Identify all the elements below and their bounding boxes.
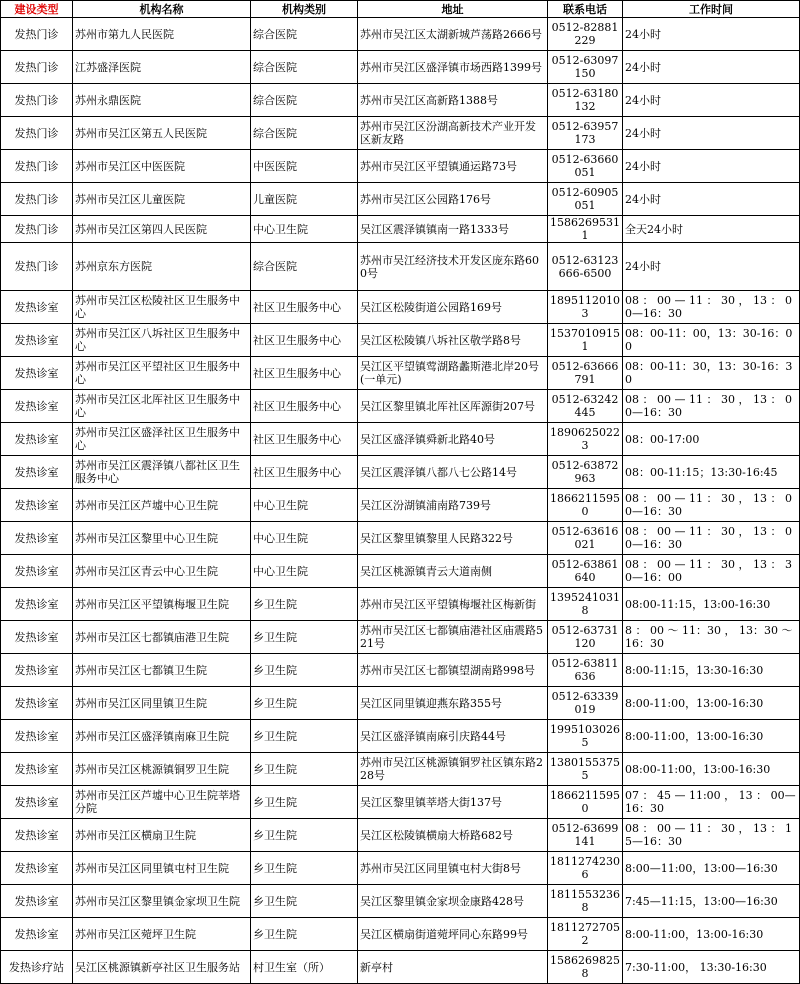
cell-hours: 8:00-11:00，13:00-16:30 xyxy=(623,687,800,720)
cell-hours: 全天24小时 xyxy=(623,216,800,243)
cell-category: 综合医院 xyxy=(251,18,358,51)
cell-type: 发热门诊 xyxy=(1,216,73,243)
cell-address: 苏州市吴江经济技术开发区庞东路600号 xyxy=(358,243,548,291)
cell-phone: 0512-63180132 xyxy=(548,84,623,117)
cell-hours: 07 ： 45 — 11:00 ， 13 ： 00—16：30 xyxy=(623,786,800,819)
cell-category: 乡卫生院 xyxy=(251,786,358,819)
cell-category: 中心卫生院 xyxy=(251,522,358,555)
cell-type: 发热诊室 xyxy=(1,489,73,522)
col-header-phone: 联系电话 xyxy=(548,1,623,18)
header-row xyxy=(1,1,800,18)
cell-type: 发热诊室 xyxy=(1,588,73,621)
cell-address: 吴江区震泽镇镇南一路1333号 xyxy=(358,216,548,243)
cell-address: 吴江区黎里镇莘塔大街137号 xyxy=(358,786,548,819)
cell-address: 吴江区黎里镇金家坝金康路428号 xyxy=(358,885,548,918)
cell-name: 苏州市吴江区中医医院 xyxy=(73,150,251,183)
cell-address: 新亭村 xyxy=(358,951,548,984)
cell-phone: 0512-63699141 xyxy=(548,819,623,852)
cell-type: 发热诊室 xyxy=(1,555,73,588)
table-row xyxy=(1,720,800,753)
table-row xyxy=(1,456,800,489)
cell-hours: 08 ： 00 — 11 ： 30 ， 13 ： 00—16：30 xyxy=(623,522,800,555)
cell-phone: 13952410318 xyxy=(548,588,623,621)
cell-name: 苏州市吴江区芦墟中心卫生院莘塔分院 xyxy=(73,786,251,819)
table-row xyxy=(1,18,800,51)
cell-address: 吴江区桃源镇青云大道南侧 xyxy=(358,555,548,588)
cell-address: 苏州市吴江区七都镇庙港社区庙震路521号 xyxy=(358,621,548,654)
table-row xyxy=(1,522,800,555)
cell-address: 吴江区汾湖镇浦南路739号 xyxy=(358,489,548,522)
cell-name: 苏州市吴江区桃源镇铜罗卫生院 xyxy=(73,753,251,786)
cell-address: 吴江区震泽镇八都八七公路14号 xyxy=(358,456,548,489)
cell-type: 发热诊室 xyxy=(1,390,73,423)
cell-hours: 08：00-17:00 xyxy=(623,423,800,456)
cell-hours: 24小时 xyxy=(623,183,800,216)
cell-type: 发热门诊 xyxy=(1,150,73,183)
table-row xyxy=(1,918,800,951)
cell-hours: 8:00-11:00，13:00-16:30 xyxy=(623,720,800,753)
cell-type: 发热诊室 xyxy=(1,291,73,324)
cell-name: 苏州市第九人民医院 xyxy=(73,18,251,51)
cell-name: 苏州市吴江区横扇卫生院 xyxy=(73,819,251,852)
cell-hours: 08:00-11:15，13:00-16:30 xyxy=(623,588,800,621)
cell-name: 苏州市吴江区黎里中心卫生院 xyxy=(73,522,251,555)
cell-category: 乡卫生院 xyxy=(251,753,358,786)
cell-address: 吴江区盛泽镇舜新北路40号 xyxy=(358,423,548,456)
cell-type: 发热门诊 xyxy=(1,243,73,291)
cell-name: 苏州市吴江区黎里镇金家坝卫生院 xyxy=(73,885,251,918)
cell-address: 吴江区横扇街道菀坪同心东路99号 xyxy=(358,918,548,951)
cell-hours: 24小时 xyxy=(623,84,800,117)
cell-phone: 0512-63731120 xyxy=(548,621,623,654)
table-row xyxy=(1,885,800,918)
table-row xyxy=(1,390,800,423)
table-row xyxy=(1,852,800,885)
cell-address: 苏州市吴江区高新路1388号 xyxy=(358,84,548,117)
cell-name: 苏州市吴江区同里镇屯村卫生院 xyxy=(73,852,251,885)
cell-type: 发热诊室 xyxy=(1,456,73,489)
cell-phone: 0512-63666791 xyxy=(548,357,623,390)
cell-phone: 0512-63811636 xyxy=(548,654,623,687)
cell-category: 综合医院 xyxy=(251,84,358,117)
cell-hours: 7:30-11:00， 13:30-16:30 xyxy=(623,951,800,984)
table-row xyxy=(1,588,800,621)
cell-type: 发热诊室 xyxy=(1,621,73,654)
cell-name: 苏州市吴江区震泽镇八都社区卫生服务中心 xyxy=(73,456,251,489)
table-row xyxy=(1,357,800,390)
cell-category: 乡卫生院 xyxy=(251,918,358,951)
table-row xyxy=(1,951,800,984)
cell-hours: 7:45—11:15，13:00—16:30 xyxy=(623,885,800,918)
cell-hours: 24小时 xyxy=(623,150,800,183)
cell-hours: 8:00-11:15，13:30-16:30 xyxy=(623,654,800,687)
cell-address: 吴江区平望镇莺湖路蠡斯港北岸20号(一单元) xyxy=(358,357,548,390)
cell-hours: 08：00-11:15；13:30-16:45 xyxy=(623,456,800,489)
cell-category: 中心卫生院 xyxy=(251,216,358,243)
cell-phone: 19951030265 xyxy=(548,720,623,753)
cell-hours: 08 ： 00 — 11 ： 30 ， 13 ： 30—16：00 xyxy=(623,555,800,588)
table-row xyxy=(1,786,800,819)
table-row xyxy=(1,84,800,117)
cell-category: 中心卫生院 xyxy=(251,555,358,588)
cell-hours: 08 ： 00 — 11 ： 30 ， 13 ： 00—16：30 xyxy=(623,390,800,423)
cell-phone: 0512-63660051 xyxy=(548,150,623,183)
table-body xyxy=(1,18,800,984)
cell-category: 乡卫生院 xyxy=(251,852,358,885)
cell-name: 苏州市吴江区七都镇庙港卫生院 xyxy=(73,621,251,654)
cell-name: 江苏盛泽医院 xyxy=(73,51,251,84)
cell-category: 乡卫生院 xyxy=(251,588,358,621)
cell-name: 苏州市吴江区平望镇梅堰卫生院 xyxy=(73,588,251,621)
cell-address: 吴江区松陵镇八坼社区敬学路8号 xyxy=(358,324,548,357)
cell-phone: 0512-63123666-6500 xyxy=(548,243,623,291)
cell-type: 发热诊疗站 xyxy=(1,951,73,984)
table-row xyxy=(1,423,800,456)
cell-hours: 8:00-11:00，13:00-16:30 xyxy=(623,918,800,951)
cell-category: 社区卫生服务中心 xyxy=(251,423,358,456)
cell-category: 乡卫生院 xyxy=(251,687,358,720)
cell-name: 苏州市吴江区盛泽镇南麻卫生院 xyxy=(73,720,251,753)
table-row xyxy=(1,753,800,786)
col-header-type: 建设类型 xyxy=(1,1,73,18)
cell-phone: 0512-63957173 xyxy=(548,117,623,150)
cell-address: 苏州市吴江区公园路176号 xyxy=(358,183,548,216)
cell-address: 苏州市吴江区平望镇梅堰社区梅新街 xyxy=(358,588,548,621)
cell-phone: 18951120103 xyxy=(548,291,623,324)
cell-address: 吴江区黎里镇北厍社区厍源街207号 xyxy=(358,390,548,423)
cell-type: 发热诊室 xyxy=(1,687,73,720)
cell-name: 苏州市吴江区第四人民医院 xyxy=(73,216,251,243)
cell-name: 苏州京东方医院 xyxy=(73,243,251,291)
table-row xyxy=(1,51,800,84)
table-row xyxy=(1,489,800,522)
cell-type: 发热诊室 xyxy=(1,852,73,885)
cell-category: 中医医院 xyxy=(251,150,358,183)
cell-category: 乡卫生院 xyxy=(251,885,358,918)
cell-hours: 8 ： 00 ～ 11：30 ， 13：30 ～ 16：30 xyxy=(623,621,800,654)
cell-name: 苏州市吴江区菀坪卫生院 xyxy=(73,918,251,951)
cell-address: 苏州市吴江区盛泽镇市场西路1399号 xyxy=(358,51,548,84)
cell-name: 苏州市吴江区盛泽社区卫生服务中心 xyxy=(73,423,251,456)
cell-phone: 0512-63872963 xyxy=(548,456,623,489)
cell-phone: 15862695311 xyxy=(548,216,623,243)
cell-category: 社区卫生服务中心 xyxy=(251,390,358,423)
cell-type: 发热诊室 xyxy=(1,885,73,918)
cell-name: 苏州市吴江区同里镇卫生院 xyxy=(73,687,251,720)
col-header-name: 机构名称 xyxy=(73,1,251,18)
cell-phone: 18112727052 xyxy=(548,918,623,951)
cell-phone: 18906250223 xyxy=(548,423,623,456)
cell-address: 苏州市吴江区平望镇通运路73号 xyxy=(358,150,548,183)
cell-category: 乡卫生院 xyxy=(251,654,358,687)
cell-hours: 24小时 xyxy=(623,117,800,150)
cell-category: 乡卫生院 xyxy=(251,819,358,852)
cell-hours: 08：00-11：30，13：30-16：30 xyxy=(623,357,800,390)
cell-category: 社区卫生服务中心 xyxy=(251,324,358,357)
cell-name: 苏州市吴江区儿童医院 xyxy=(73,183,251,216)
cell-phone: 0512-63242445 xyxy=(548,390,623,423)
cell-hours: 24小时 xyxy=(623,243,800,291)
cell-category: 儿童医院 xyxy=(251,183,358,216)
col-header-category: 机构类别 xyxy=(251,1,358,18)
cell-phone: 0512-63097150 xyxy=(548,51,623,84)
cell-address: 苏州市吴江区七都镇望湖南路998号 xyxy=(358,654,548,687)
cell-phone: 15370109151 xyxy=(548,324,623,357)
cell-category: 综合医院 xyxy=(251,243,358,291)
cell-hours: 08：00-11：00，13：30-16：00 xyxy=(623,324,800,357)
cell-category: 村卫生室（所） xyxy=(251,951,358,984)
cell-type: 发热诊室 xyxy=(1,654,73,687)
cell-category: 综合医院 xyxy=(251,117,358,150)
cell-name: 苏州永鼎医院 xyxy=(73,84,251,117)
cell-type: 发热门诊 xyxy=(1,84,73,117)
cell-phone: 0512-60905051 xyxy=(548,183,623,216)
table-row xyxy=(1,324,800,357)
cell-type: 发热诊室 xyxy=(1,753,73,786)
table-row xyxy=(1,150,800,183)
cell-type: 发热门诊 xyxy=(1,183,73,216)
cell-type: 发热诊室 xyxy=(1,786,73,819)
table-row xyxy=(1,216,800,243)
cell-phone: 18662115950 xyxy=(548,786,623,819)
cell-type: 发热诊室 xyxy=(1,423,73,456)
cell-type: 发热门诊 xyxy=(1,117,73,150)
cell-name: 苏州市吴江区芦墟中心卫生院 xyxy=(73,489,251,522)
cell-name: 苏州市吴江区七都镇卫生院 xyxy=(73,654,251,687)
table-row xyxy=(1,819,800,852)
table-row xyxy=(1,291,800,324)
table-row xyxy=(1,183,800,216)
cell-hours: 08 ： 00 — 11 ： 30 ， 13 ： 00—16：30 xyxy=(623,489,800,522)
cell-address: 苏州市吴江区汾湖高新技术产业开发区新友路 xyxy=(358,117,548,150)
cell-address: 吴江区松陵镇横扇大桥路682号 xyxy=(358,819,548,852)
cell-name: 吴江区桃源镇新亭社区卫生服务站 xyxy=(73,951,251,984)
cell-type: 发热门诊 xyxy=(1,51,73,84)
cell-hours: 08 ： 00 — 11 ： 30 ， 13 ： 00—16：30 xyxy=(623,291,800,324)
table-row xyxy=(1,555,800,588)
cell-phone: 0512-63339019 xyxy=(548,687,623,720)
cell-type: 发热诊室 xyxy=(1,720,73,753)
cell-phone: 0512-63861640 xyxy=(548,555,623,588)
cell-phone: 18662115950 xyxy=(548,489,623,522)
table-row xyxy=(1,243,800,291)
cell-phone: 13801553755 xyxy=(548,753,623,786)
cell-type: 发热门诊 xyxy=(1,18,73,51)
table-row xyxy=(1,687,800,720)
cell-category: 社区卫生服务中心 xyxy=(251,456,358,489)
table-row xyxy=(1,621,800,654)
cell-name: 苏州市吴江区青云中心卫生院 xyxy=(73,555,251,588)
cell-address: 吴江区盛泽镇南麻引庆路44号 xyxy=(358,720,548,753)
cell-type: 发热诊室 xyxy=(1,522,73,555)
cell-name: 苏州市吴江区平望社区卫生服务中心 xyxy=(73,357,251,390)
cell-hours: 08 ： 00 — 11 ： 30 ， 13 ： 15—16：30 xyxy=(623,819,800,852)
cell-phone: 18115532368 xyxy=(548,885,623,918)
cell-category: 乡卫生院 xyxy=(251,720,358,753)
cell-phone: 15862698258 xyxy=(548,951,623,984)
cell-type: 发热诊室 xyxy=(1,357,73,390)
cell-phone: 0512-82881229 xyxy=(548,18,623,51)
cell-hours: 08:00-11:00，13:00-16:30 xyxy=(623,753,800,786)
cell-type: 发热诊室 xyxy=(1,324,73,357)
cell-address: 吴江区松陵街道公园路169号 xyxy=(358,291,548,324)
cell-hours: 24小时 xyxy=(623,51,800,84)
table-row xyxy=(1,117,800,150)
cell-address: 苏州市吴江区桃源镇铜罗社区镇东路228号 xyxy=(358,753,548,786)
cell-hours: 24小时 xyxy=(623,18,800,51)
cell-type: 发热诊室 xyxy=(1,819,73,852)
cell-phone: 18112742306 xyxy=(548,852,623,885)
cell-category: 综合医院 xyxy=(251,51,358,84)
cell-name: 苏州市吴江区第五人民医院 xyxy=(73,117,251,150)
cell-phone: 0512-63616021 xyxy=(548,522,623,555)
col-header-hours: 工作时间 xyxy=(623,1,800,18)
col-header-address: 地址 xyxy=(358,1,548,18)
table-row xyxy=(1,654,800,687)
cell-category: 社区卫生服务中心 xyxy=(251,357,358,390)
cell-address: 吴江区黎里镇黎里人民路322号 xyxy=(358,522,548,555)
cell-category: 中心卫生院 xyxy=(251,489,358,522)
cell-address: 苏州市吴江区太湖新城芦荡路2666号 xyxy=(358,18,548,51)
cell-name: 苏州市吴江区八坼社区卫生服务中心 xyxy=(73,324,251,357)
cell-address: 吴江区同里镇迎燕东路355号 xyxy=(358,687,548,720)
cell-name: 苏州市吴江区北厍社区卫生服务中心 xyxy=(73,390,251,423)
cell-name: 苏州市吴江区松陵社区卫生服务中心 xyxy=(73,291,251,324)
cell-category: 乡卫生院 xyxy=(251,621,358,654)
cell-type: 发热诊室 xyxy=(1,918,73,951)
cell-hours: 8:00—11:00，13:00—16:30 xyxy=(623,852,800,885)
cell-address: 苏州市吴江区同里镇屯村大街8号 xyxy=(358,852,548,885)
cell-category: 社区卫生服务中心 xyxy=(251,291,358,324)
